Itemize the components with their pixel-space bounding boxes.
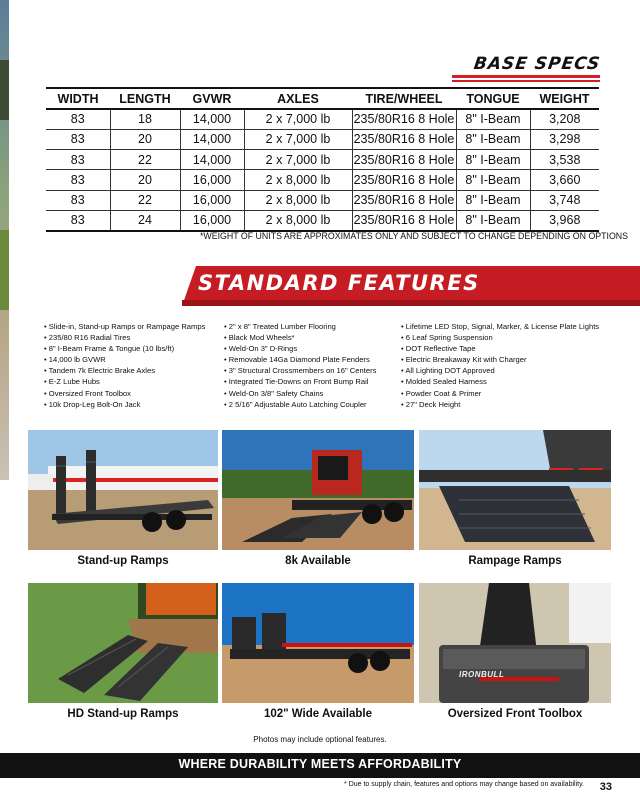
table-cell: 2 x 8,000 lb [244, 210, 352, 230]
col-header: TONGUE [456, 88, 530, 109]
table-cell: 235/80R16 8 Hole [352, 170, 456, 190]
table-cell: 3,968 [530, 210, 599, 230]
photo-oversized-front-toolbox [419, 583, 611, 703]
table-row [46, 190, 599, 210]
list-item: • All Lighting DOT Approved [401, 365, 627, 376]
col-header: AXLES [244, 88, 352, 109]
caption-standup-ramps: Stand-up Ramps [77, 555, 169, 567]
table-row [46, 150, 599, 170]
photo-standup-ramps [28, 430, 218, 550]
list-item: • Slide-in, Stand-up Ramps or Rampage Ramps [44, 321, 222, 332]
list-item: • 8" I-Beam Frame & Tongue (10 lbs/ft) [44, 343, 222, 354]
table-row [46, 170, 599, 190]
list-item: • Tandem 7k Electric Brake Axles [44, 365, 222, 376]
table-cell: 14,000 [180, 129, 244, 149]
list-item: • 2 5/16" Adjustable Auto Latching Coupler [224, 399, 402, 410]
photo-102-wide-available [222, 583, 414, 703]
table-cell: 3,660 [530, 170, 599, 190]
list-item: • Weld-On 3" D-Rings [224, 343, 402, 354]
photo-hd-standup-ramps [28, 583, 218, 703]
table-cell: 83 [46, 210, 110, 230]
list-item: • Black Mod Wheels* [224, 332, 402, 343]
table-row [46, 109, 599, 129]
list-item: • Powder Coat & Primer [401, 388, 627, 399]
col-header: TIRE/WHEEL [352, 88, 456, 109]
table-cell: 8" I-Beam [456, 170, 530, 190]
table-cell: 235/80R16 8 Hole [352, 109, 456, 129]
list-item: • Weld-On 3/8" Safety Chains [224, 388, 402, 399]
table-cell: 2 x 8,000 lb [244, 190, 352, 210]
table-cell: 18 [110, 109, 180, 129]
base-specs-underline-2 [452, 80, 600, 82]
col-header: LENGTH [110, 88, 180, 109]
table-cell: 2 x 7,000 lb [244, 129, 352, 149]
side-photo-strip-green [0, 230, 9, 310]
table-cell: 3,208 [530, 109, 599, 129]
caption-102-wide-available: 102" Wide Available [263, 708, 373, 720]
features-list-1 [44, 321, 222, 410]
caption-hd-standup-ramps: HD Stand-up Ramps [67, 708, 179, 720]
table-cell: 3,298 [530, 129, 599, 149]
footer-tagline: WHERE DURABILITY MEETS AFFORDABILITY [178, 757, 462, 771]
list-item: • DOT Reflective Tape [401, 343, 627, 354]
table-cell: 2 x 7,000 lb [244, 109, 352, 129]
list-item: • 6 Leaf Spring Suspension [401, 332, 627, 343]
list-item: • Molded Sealed Harness [401, 376, 627, 387]
table-row [46, 210, 599, 230]
side-photo-strip-dark [0, 60, 9, 120]
standard-features-banner-shadow [182, 300, 640, 306]
table-cell: 83 [46, 150, 110, 170]
table-cell: 235/80R16 8 Hole [352, 210, 456, 230]
ironbull-logo: IRONBULL [459, 670, 505, 679]
table-cell: 83 [46, 190, 110, 210]
caption-rampage-ramps: Rampage Ramps [468, 555, 562, 567]
table-cell: 235/80R16 8 Hole [352, 129, 456, 149]
caption-oversized-front-toolbox: Oversized Front Toolbox [447, 708, 583, 720]
footer-note: * Due to supply chain, features and options may change based on availability. [344, 781, 584, 788]
table-cell: 8" I-Beam [456, 129, 530, 149]
list-item: • Removable 14Ga Diamond Plate Fenders [224, 354, 402, 365]
base-specs-underline [452, 75, 600, 78]
table-cell: 83 [46, 170, 110, 190]
weight-note: *WEIGHT OF UNITS ARE APPROXIMATES ONLY AND SUBJECT TO CHANGE DEPENDING ON OPTIONS [200, 231, 629, 241]
list-item: • E-Z Lube Hubs [44, 376, 222, 387]
table-cell: 16,000 [180, 210, 244, 230]
table-cell: 20 [110, 129, 180, 149]
list-item: • Oversized Front Toolbox [44, 388, 222, 399]
list-item: • Integrated Tie-Downs on Front Bump Rail [224, 376, 402, 387]
photo-rampage-ramps [419, 430, 611, 550]
list-item: • Lifetime LED Stop, Signal, Marker, & License Plate Lights [401, 321, 627, 332]
table-cell: 22 [110, 190, 180, 210]
table-cell: 3,538 [530, 150, 599, 170]
col-header: WIDTH [46, 88, 110, 109]
table-cell: 8" I-Beam [456, 150, 530, 170]
list-item: • 235/80 R16 Radial Tires [44, 332, 222, 343]
page-number: 33 [599, 781, 612, 793]
table-cell: 83 [46, 129, 110, 149]
table-cell: 3,748 [530, 190, 599, 210]
list-item: • 3" Structural Crossmembers on 16" Centers [224, 365, 402, 376]
photos-note: Photos may include optional features. [253, 735, 387, 744]
table-cell: 8" I-Beam [456, 109, 530, 129]
table-cell: 14,000 [180, 109, 244, 129]
list-item: • 2" x 8" Treated Lumber Flooring [224, 321, 402, 332]
table-cell: 16,000 [180, 190, 244, 210]
list-item: • 27" Deck Height [401, 399, 627, 410]
table-cell: 8" I-Beam [456, 190, 530, 210]
specs-table [46, 87, 599, 232]
table-cell: 235/80R16 8 Hole [352, 150, 456, 170]
base-specs-title: BASE SPECS [472, 54, 602, 74]
features-list-2 [224, 321, 402, 410]
table-cell: 16,000 [180, 170, 244, 190]
specs-header-row [46, 88, 599, 109]
table-cell: 2 x 7,000 lb [244, 150, 352, 170]
col-header: WEIGHT [530, 88, 599, 109]
list-item: • 10k Drop-Leg Bolt-On Jack [44, 399, 222, 410]
table-cell: 83 [46, 109, 110, 129]
features-list-3 [401, 321, 627, 410]
table-cell: 8" I-Beam [456, 210, 530, 230]
col-header: GVWR [180, 88, 244, 109]
table-cell: 24 [110, 210, 180, 230]
table-cell: 22 [110, 150, 180, 170]
table-cell: 20 [110, 170, 180, 190]
caption-8k-available: 8k Available [285, 555, 351, 567]
standard-features-title: STANDARD FEATURES [198, 271, 480, 295]
table-cell: 2 x 8,000 lb [244, 170, 352, 190]
list-item: • Electric Breakaway Kit with Charger [401, 354, 627, 365]
table-row [46, 129, 599, 149]
list-item: • 14,000 lb GVWR [44, 354, 222, 365]
table-cell: 14,000 [180, 150, 244, 170]
table-cell: 235/80R16 8 Hole [352, 190, 456, 210]
photo-8k-available [222, 430, 414, 550]
